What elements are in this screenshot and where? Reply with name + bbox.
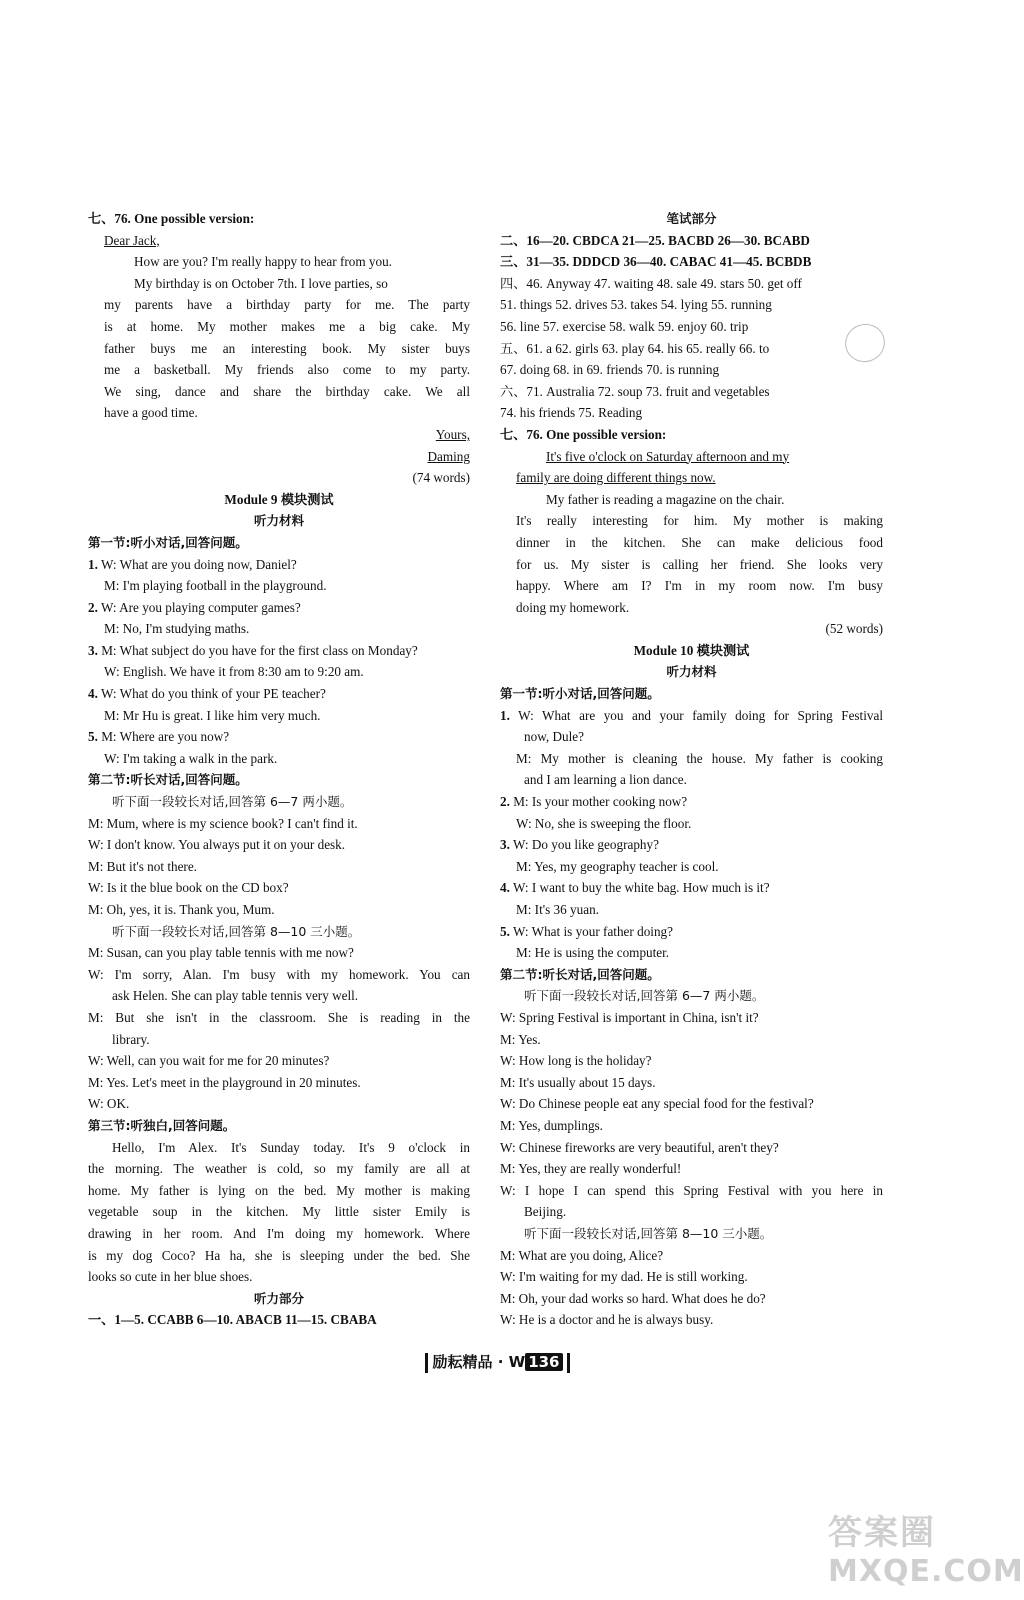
letter-line: is at home. My mother makes me a big cake. My [104,318,470,334]
dialogue-line: M: Yes, they are really wonderful! [500,1161,682,1177]
monologue-line: is my dog Coco? Ha ha, she is sleeping under the bed. She [88,1247,470,1263]
answer-line: 四、46. Anyway 47. waiting 48. sale 49. stars 50. get off [500,275,802,291]
module-subtitle: 听力材料 [253,513,304,529]
dialogue-line: W: No, she is sweeping the floor. [516,815,692,831]
answer-line: 74. his friends 75. Reading [500,405,643,421]
dialogue-line: Beijing. [524,1204,567,1220]
dialogue-line: W: English. We have it from 8:30 am to 9:20 am. [104,664,364,680]
dialogue-line: 2. M: Is your mother cooking now? [500,794,688,810]
dialogue-line: W: Do Chinese people eat any special food for the festival? [500,1096,814,1112]
monologue-line: the morning. The weather is cold, so my family are all at [88,1161,470,1177]
section-intro: 听下面一段较长对话,回答第 6—7 两小题。 [112,794,353,810]
dialogue-line: M: Mr Hu is great. I like him very much. [104,707,321,723]
dialogue-line: M: Susan, can you play table tennis with me now? [88,945,354,961]
essay-line: doing my homework. [516,599,630,615]
letter-line: How are you? I'm really happy to hear from you. [134,254,392,270]
watermark-line1: 答案圈 [828,1513,936,1553]
module-title: Module 10 模块测试 [633,642,750,658]
q76-heading: 七、76. One possible version: [500,426,667,442]
answer-line: 一、1—5. CCABB 6—10. ABACB 11—15. CBABA [88,1312,377,1328]
listening-heading: 听力部分 [253,1290,304,1306]
watermark-logo [828,1505,1024,1589]
dialogue-line: W: Chinese fireworks are very beautiful, aren't they? [500,1139,779,1155]
answer-line: 二、16—20. CBDCA 21—25. BACBD 26—30. BCABD [500,232,810,248]
section-heading: 第一节:听小对话,回答问题。 [500,686,660,702]
dialogue-line: W: Is it the blue book on the CD box? [88,880,289,896]
dialogue-line: and I am learning a lion dance. [524,772,687,788]
footer-brand: 励耘精品 · W [432,1353,526,1371]
section-heading: 第一节:听小对话,回答问题。 [88,534,248,550]
dialogue-line: M: It's 36 yuan. [516,902,599,917]
page-number: 136 [525,1353,562,1371]
dialogue-line: M: But it's not there. [88,858,197,874]
dialogue-line: library. [112,1031,150,1047]
dialogue-line: M: What are you doing, Alice? [500,1247,664,1263]
right-column [500,208,883,1331]
left-column [88,208,470,1331]
word-count: (74 words) [412,470,470,486]
monologue-line: drawing in her room. And I'm doing my homework. Where [88,1225,470,1241]
dialogue-line: M: I'm playing football in the playground. [104,578,327,594]
essay-line: My father is reading a magazine on the chair. [546,491,785,507]
essay-line: happy. Where am I? I'm in my room now. I'm busy [516,578,883,594]
watermark-line2: MXQE.COM [828,1554,1024,1589]
dialogue-line: W: I'm waiting for my dad. He is still working. [500,1269,748,1285]
letter-line: my parents have a birthday party for me. The party [104,297,470,313]
dialogue-line: W: He is a doctor and he is always busy. [500,1312,714,1328]
dialogue-line: M: Mum, where is my science book? I can't find it. [88,815,358,831]
module-subtitle: 听力材料 [666,664,717,680]
letter-closing: Yours, [435,426,470,442]
dialogue-line: M: My mother is cleaning the house. My father is cooking [516,750,883,766]
dialogue-line: W: I don't know. You always put it on your desk. [88,837,346,853]
dialogue-line: 4. W: I want to buy the white bag. How much is it? [500,880,770,896]
dialogue-line: M: Yes. Let's meet in the playground in 20 minutes. [88,1074,361,1090]
answer-line: 五、61. a 62. girls 63. play 64. his 65. really 66. to [500,340,770,356]
dialogue-line: M: Yes, dumplings. [500,1117,603,1133]
dialogue-line: ask Helen. She can play table tennis very well. [112,988,359,1004]
footer-bar-left [425,1353,428,1373]
section-intro: 听下面一段较长对话,回答第 8—10 三小题。 [112,923,361,939]
module-title: Module 9 模块测试 [224,491,334,507]
dialogue-line: W: I'm taking a walk in the park. [104,750,278,766]
dialogue-line: 5. M: Where are you now? [88,729,230,745]
essay-line: It's five o'clock on Saturday afternoon and my [546,448,790,464]
written-heading: 笔试部分 [666,211,717,226]
letter-line: We sing, dance and share the birthday cake. We all [104,383,470,399]
section-intro: 听下面一段较长对话,回答第 6—7 两小题。 [524,988,765,1004]
q76-heading: 七、76. One possible version: [88,211,255,226]
essay-line: family are doing different things now. [516,470,716,486]
answer-line: 56. line 57. exercise 58. walk 59. enjoy 60. trip [500,318,749,334]
essay-line: dinner in the kitchen. She can make delicious food [516,534,883,550]
answer-line: 六、71. Australia 72. soup 73. fruit and vegetables [500,383,770,399]
dialogue-line: M: Yes. [500,1031,541,1047]
essay-line: It's really interesting for him. My mother is making [516,513,883,529]
dialogue-line: 5. W: What is your father doing? [500,923,673,939]
monologue-line: Hello, I'm Alex. It's Sunday today. It's 9 o'clock in [112,1139,470,1155]
letter-line: have a good time. [104,405,198,421]
dialogue-line: M: He is using the computer. [516,945,670,961]
dialogue-line: W: OK. [88,1096,130,1112]
dialogue-line: M: Oh, your dad works so hard. What does he do? [500,1290,766,1306]
letter-salutation: Dear Jack, [104,232,160,248]
dialogue-line: M: It's usually about 15 days. [500,1074,656,1090]
word-count: (52 words) [825,621,883,637]
section-intro: 听下面一段较长对话,回答第 8—10 三小题。 [524,1225,773,1241]
monologue-line: home. My father is lying on the bed. My mother is making [88,1182,470,1198]
answer-line: 67. doing 68. in 69. friends 70. is running [500,362,720,378]
dialogue-line: M: But she isn't in the classroom. She is reading in the [88,1009,470,1025]
letter-line: My birthday is on October 7th. I love parties, so [134,275,388,291]
monologue-line: vegetable soup in the kitchen. My little sister Emily is [88,1204,470,1220]
section-heading: 第三节:听独白,回答问题。 [88,1117,236,1133]
dialogue-line: 1. W: What are you and your family doing for Spring Festival [500,707,883,723]
dialogue-line: now, Dule? [524,729,584,745]
section-heading: 第二节:听长对话,回答问题。 [88,772,248,788]
dialogue-line: W: How long is the holiday? [500,1053,652,1069]
monologue-line: looks so cute in her blue shoes. [88,1269,253,1285]
letter-signature: Daming [427,448,470,464]
dialogue-line: 1. W: What are you doing now, Daniel? [88,556,297,572]
page-footer [0,1351,995,1373]
dialogue-line: W: Well, can you wait for me for 20 minutes? [88,1053,330,1069]
dialogue-line: 2. W: Are you playing computer games? [88,599,301,615]
dialogue-line: 3. M: What subject do you have for the first class on Monday? [88,642,418,658]
essay-line: for us. My sister is calling her friend. She looks very [516,556,883,572]
dialogue-line: W: I hope I can spend this Spring Festival with you here in [500,1182,883,1198]
section-heading: 第二节:听长对话,回答问题。 [500,966,660,982]
answer-line: 三、31—35. DDDCD 36—40. CABAC 41—45. BCBDB [500,254,812,270]
dialogue-line: M: Oh, yes, it is. Thank you, Mum. [88,902,275,917]
footer-bar-right [567,1353,570,1373]
dialogue-line: M: No, I'm studying maths. [104,621,250,637]
dialogue-line: W: I'm sorry, Alan. I'm busy with my homework. You can [88,966,470,982]
dialogue-line: M: Yes, my geography teacher is cool. [516,858,719,874]
answer-line: 51. things 52. drives 53. takes 54. lying 55. running [500,297,772,313]
dialogue-line: 3. W: Do you like geography? [500,837,659,853]
letter-line: father buys me an interesting book. My sister buys [104,340,470,356]
dialogue-line: 4. W: What do you think of your PE teacher? [88,686,326,702]
letter-line: me a basketball. My friends also come to my party. [104,362,470,378]
dialogue-line: W: Spring Festival is important in China, isn't it? [500,1009,759,1025]
